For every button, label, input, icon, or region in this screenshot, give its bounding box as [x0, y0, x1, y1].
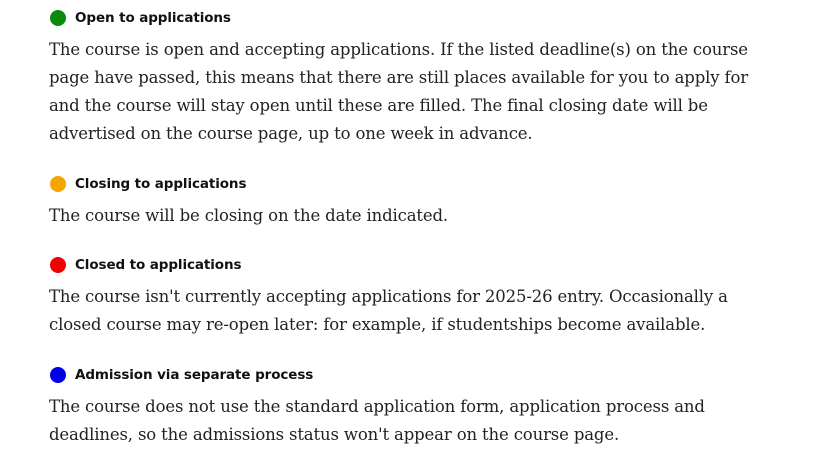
status-description-separate-process: The course does not use the standard application form, application process and deadlines, so the admissions status won't appear on the course page.	[49, 397, 705, 444]
red-circle-icon	[50, 257, 66, 273]
status-open	[49, 8, 769, 148]
status-separate-process	[49, 365, 769, 449]
orange-circle-icon	[50, 176, 66, 192]
blue-circle-icon	[50, 367, 66, 383]
status-heading	[49, 8, 769, 28]
status-title-open: Open to applications	[75, 10, 231, 26]
status-description-closed: The course isn't currently accepting applications for 2025-26 entry. Occasionally a closed course may re-open later: for example, if studentships become available.	[49, 287, 728, 334]
green-circle-icon	[50, 10, 66, 26]
status-title-closing: Closing to applications	[75, 176, 247, 192]
status-description-open: The course is open and accepting applications. If the listed deadline(s) on the course page have passed, this means that there are still places available for you to apply for and the course will stay open until these are filled. The final closing date will be advertised on the course page, up to one week in advance.	[49, 40, 748, 143]
status-description-closing: The course will be closing on the date indicated.	[49, 206, 448, 225]
status-closed	[49, 255, 769, 339]
status-closing	[49, 174, 769, 230]
status-heading	[49, 255, 769, 275]
status-heading	[49, 365, 769, 385]
status-title-separate-process: Admission via separate process	[75, 367, 314, 383]
status-title-closed: Closed to applications	[75, 257, 242, 273]
status-heading	[49, 174, 769, 194]
